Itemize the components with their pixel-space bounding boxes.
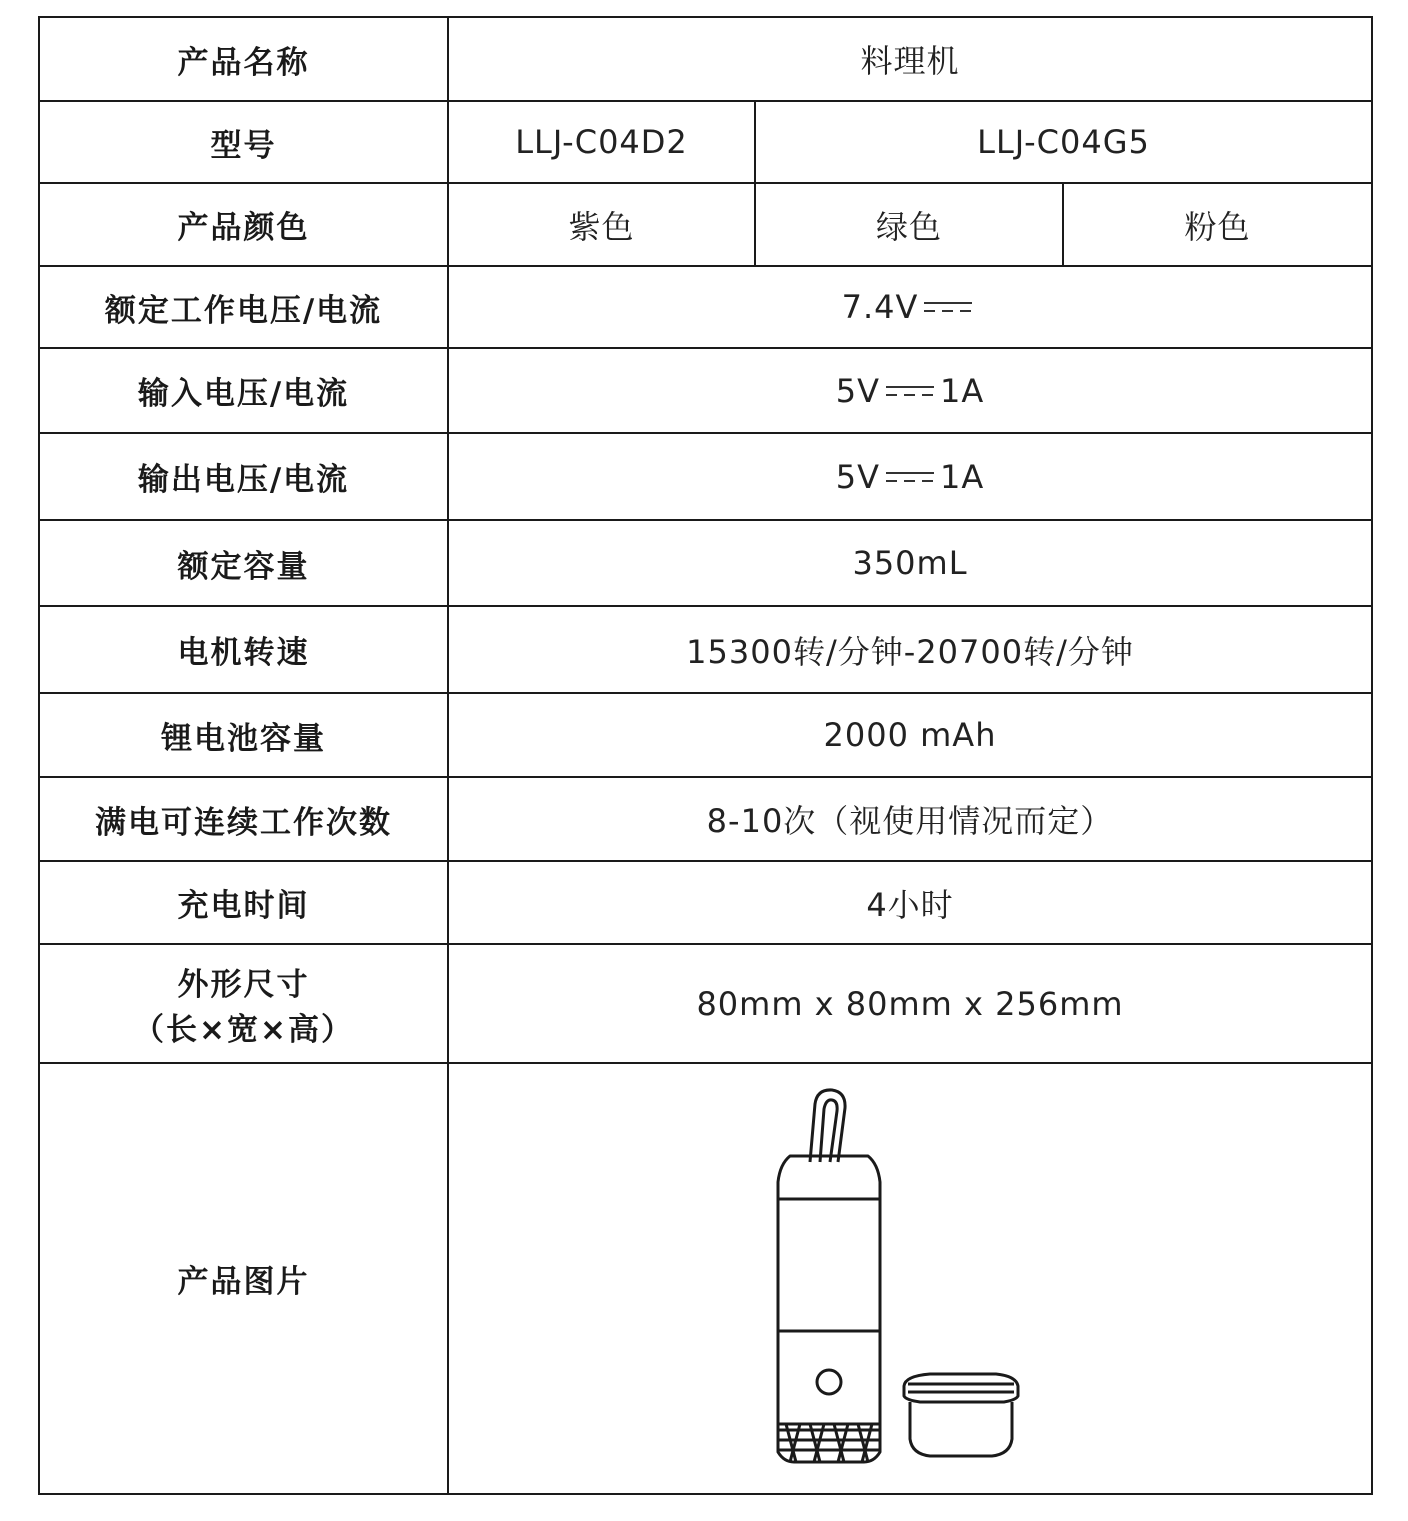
dc-current-icon (886, 470, 934, 484)
label-color: 产品颜色 (39, 183, 448, 266)
output-voltage-text: 5V (835, 457, 880, 496)
value-charge-time: 4小时 (448, 861, 1372, 944)
row-battery (39, 693, 1372, 777)
label-capacity: 额定容量 (39, 520, 448, 606)
label-dimensions-line2: （长×宽×高） (133, 1011, 354, 1048)
value-product-name: 料理机 (448, 17, 1372, 101)
label-battery: 锂电池容量 (39, 693, 448, 777)
input-current-text: 1A (940, 371, 985, 410)
label-uses: 满电可连续工作次数 (39, 777, 448, 861)
row-motor-speed (39, 606, 1372, 693)
label-charge-time: 充电时间 (39, 861, 448, 944)
value-model-2: LLJ-C04G5 (755, 101, 1372, 183)
blender-bottle-illustration (760, 1084, 1060, 1474)
dc-current-icon (924, 300, 972, 314)
value-color-pink: 粉色 (1063, 183, 1372, 266)
input-voltage-text: 5V (835, 371, 880, 410)
row-input-voltage (39, 348, 1372, 433)
label-input-voltage: 输入电压/电流 (39, 348, 448, 433)
value-battery: 2000 mAh (448, 693, 1372, 777)
label-rated-voltage: 额定工作电压/电流 (39, 266, 448, 348)
value-motor-speed: 15300转/分钟-20700转/分钟 (448, 606, 1372, 693)
row-capacity (39, 520, 1372, 606)
row-uses (39, 777, 1372, 861)
value-color-green: 绿色 (755, 183, 1063, 266)
value-rated-voltage (448, 266, 1372, 348)
label-product-image: 产品图片 (39, 1063, 448, 1494)
value-model-1: LLJ-C04D2 (448, 101, 755, 183)
value-uses: 8-10次（视使用情况而定） (448, 777, 1372, 861)
spec-table (38, 16, 1373, 1495)
label-dimensions (39, 944, 448, 1063)
row-product-image (39, 1063, 1372, 1494)
output-current-text: 1A (940, 457, 985, 496)
value-color-purple: 紫色 (448, 183, 755, 266)
value-output-voltage (448, 433, 1372, 520)
label-motor-speed: 电机转速 (39, 606, 448, 693)
value-input-voltage (448, 348, 1372, 433)
value-dimensions: 80mm x 80mm x 256mm (448, 944, 1372, 1063)
dc-current-icon (886, 384, 934, 398)
product-image-cell (448, 1063, 1372, 1494)
row-model (39, 101, 1372, 183)
label-model: 型号 (39, 101, 448, 183)
row-product-name (39, 17, 1372, 101)
row-dimensions (39, 944, 1372, 1063)
row-output-voltage (39, 433, 1372, 520)
value-capacity: 350mL (448, 520, 1372, 606)
label-dimensions-line1: 外形尺寸 (177, 966, 310, 1003)
label-product-name: 产品名称 (39, 17, 448, 101)
row-charge-time (39, 861, 1372, 944)
label-output-voltage: 输出电压/电流 (39, 433, 448, 520)
row-rated-voltage (39, 266, 1372, 348)
row-color (39, 183, 1372, 266)
rated-voltage-text: 7.4V (841, 288, 919, 326)
